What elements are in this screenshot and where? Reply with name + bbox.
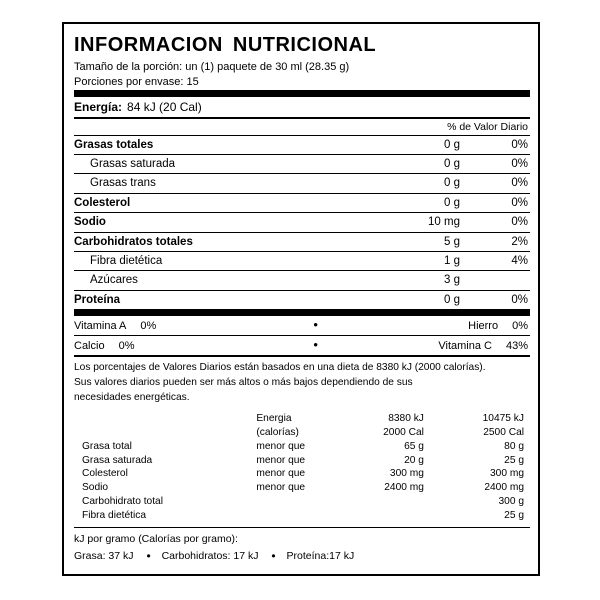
table-row: [74, 155, 530, 173]
nutrient-amount: 10 mg: [428, 216, 460, 229]
table-row: [74, 252, 530, 270]
dv-cell: Sodio: [82, 482, 109, 494]
dv-cell: [256, 509, 356, 523]
bullet-separator-icon: •: [146, 549, 151, 564]
bullet-separator-icon: •: [271, 549, 276, 564]
nutrient-dv: 0%: [511, 177, 528, 190]
nutrient-name: Sodio: [74, 216, 106, 229]
footnote-block: [74, 357, 530, 408]
footnote-line: Sus valores diarios pueden ser más altos o más bajos dependiendo de sus: [74, 376, 413, 388]
energy-label: Energía:: [74, 99, 123, 114]
table-row: [74, 440, 530, 454]
dv-cell: (calorías): [256, 427, 299, 439]
dv-cell: Colesterol: [82, 468, 128, 480]
footnote-line: necesidades energéticas.: [74, 391, 190, 403]
footnote-line: Los porcentajes de Valores Diarios están basados en una dieta de 8380 kJ (2000 calorías).: [74, 362, 486, 374]
table-row: [74, 316, 530, 335]
vitamin-right-name: Hierro: [468, 320, 499, 333]
kj-header: kJ por gramo (Calorías por gramo):: [74, 532, 238, 545]
vitamin-right-pct: 0%: [512, 320, 528, 333]
table-row: [74, 194, 530, 212]
vitamin-left-pct: 0%: [118, 340, 135, 353]
page-title: INFORMACION NUTRICIONAL: [74, 34, 377, 56]
nutrient-name: Fibra dietética: [90, 254, 163, 267]
table-row: [74, 426, 530, 440]
table-row: [74, 213, 530, 231]
nutrient-name: Carbohidratos totales: [74, 235, 193, 248]
nutrient-name: Proteína: [74, 293, 121, 306]
dv-cell: menor que: [256, 454, 306, 466]
nutrient-name: Grasas saturada: [90, 158, 176, 171]
dv-cell: 2400 mg: [384, 482, 424, 494]
dv-cell: menor que: [256, 482, 306, 494]
table-row: [74, 481, 530, 495]
dv-cell: Grasa saturada: [82, 454, 153, 466]
table-row: [74, 454, 530, 468]
dv-cell: menor que: [256, 468, 306, 480]
vitamin-right: [348, 320, 530, 332]
nutrition-facts-panel: [62, 22, 540, 576]
dv-cell: 300 mg: [490, 468, 524, 480]
table-row: [74, 509, 530, 523]
dv-cell: 2400 mg: [484, 482, 524, 494]
kj-per-gram-block: [74, 528, 530, 569]
nutrient-name: Azúcares: [90, 274, 138, 287]
dv-cell: 25 g: [504, 454, 524, 466]
vitamin-right-name: Vitamina C: [438, 340, 492, 353]
table-row: [74, 495, 530, 509]
dv-cell: 8380 kJ: [388, 413, 424, 425]
dv-cell: Fibra dietética: [82, 509, 146, 521]
energy-row: [74, 97, 530, 117]
vitamin-right-pct: 43%: [505, 340, 528, 353]
kj-item: Grasa: 37 kJ: [74, 550, 134, 563]
dv-cell: 20 g: [404, 454, 424, 466]
vitamin-left: [74, 340, 284, 352]
nutrient-name: Colesterol: [74, 196, 131, 209]
nutrient-dv: 0%: [511, 293, 528, 306]
dv-cell: Carbohidrato total: [82, 496, 163, 507]
daily-value-header: % de Valor Diario: [447, 120, 528, 133]
table-row: [74, 174, 530, 192]
nutrient-amount: 0 g: [444, 196, 460, 209]
dv-cell: 2000 Cal: [383, 427, 424, 439]
nutrient-dv: 0%: [511, 158, 528, 171]
servings-per-container-text: Porciones por envase: 15: [74, 75, 199, 88]
nutrient-dv: 0%: [511, 216, 528, 229]
nutrition-facts-inner: [64, 24, 538, 574]
nutrient-dv: 0%: [511, 138, 528, 151]
table-row: [74, 467, 530, 481]
kj-item: Carbohidratos: 17 kJ: [161, 550, 259, 563]
nutrient-name: Grasas trans: [90, 177, 156, 190]
nutrient-amount: 5 g: [444, 235, 460, 248]
nutrient-name: Grasas totales: [74, 138, 154, 151]
dv-cell: [74, 426, 256, 440]
table-row: [74, 271, 530, 289]
dv-cell: Energia: [256, 413, 292, 425]
nutrient-dv: 2%: [511, 235, 528, 248]
dv-cell: [357, 495, 448, 509]
dv-cell: 300 g: [498, 496, 524, 507]
table-row: [74, 336, 530, 355]
kj-items: [74, 547, 530, 565]
daily-values-table: [74, 412, 530, 522]
divider-thick-top: [74, 90, 530, 97]
vitamin-left-name: Vitamina A: [74, 320, 127, 333]
dv-cell: 65 g: [404, 440, 424, 452]
dv-cell: 2500 Cal: [483, 427, 524, 439]
table-row: [74, 136, 530, 154]
energy-value: 84 kJ (20 Cal): [127, 99, 202, 114]
divider-thick-vitamins: [74, 309, 530, 316]
dv-cell: 25 g: [504, 509, 524, 521]
table-row: [74, 233, 530, 251]
bullet-separator-icon: •: [313, 337, 318, 353]
nutrient-dv: 4%: [511, 254, 528, 267]
nutrient-amount: 0 g: [444, 293, 460, 306]
dv-cell: [357, 509, 448, 523]
dv-cell: Grasa total: [82, 440, 132, 452]
vitamin-left-name: Calcio: [74, 340, 105, 353]
nutrient-amount: 3 g: [444, 274, 460, 287]
serving-size-text: Tamaño de la porción: un (1) paquete de 30 ml (28.35 g): [74, 61, 350, 73]
dv-cell: menor que: [256, 440, 306, 452]
vitamin-right: [348, 340, 530, 352]
nutrient-amount: 0 g: [444, 138, 460, 151]
vitamin-left: [74, 320, 284, 332]
dv-cell: 10475 kJ: [482, 413, 524, 425]
dv-cell: [74, 412, 256, 426]
nutrient-dv: 0%: [511, 196, 528, 209]
table-row: [74, 291, 530, 309]
dv-cell: 80 g: [504, 440, 524, 452]
nutrient-amount: 0 g: [444, 177, 460, 190]
kj-item: Proteína:17 kJ: [286, 550, 355, 563]
nutrient-amount: 1 g: [444, 254, 460, 267]
nutrient-amount: 0 g: [444, 158, 460, 171]
table-row: [74, 412, 530, 426]
dv-cell: [256, 495, 356, 509]
bullet-separator-icon: •: [313, 317, 318, 333]
dv-cell: 300 mg: [389, 468, 424, 480]
vitamin-left-pct: 0%: [140, 320, 157, 333]
